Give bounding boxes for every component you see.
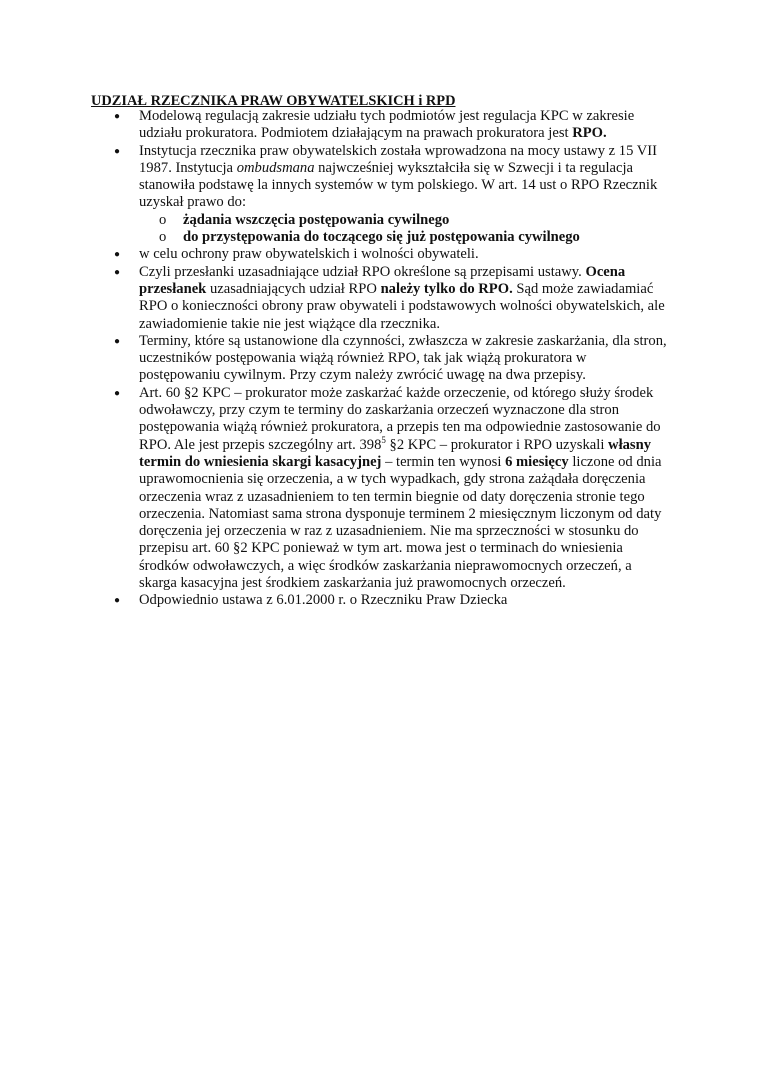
bold-text: Ocena przesłanek bbox=[139, 263, 626, 297]
text: Art. 60 §2 KPC – prokurator może zaskarżać każde orzeczenie, od którego służy środek odwoławczy, przy czym te terminy do zaskarżania orzeczeń wyznaczone dla stron postępowania wiążą również prokuratora, a przepis ten ma odpowiednie zastosowanie do RPO. Ale jest przepis szczególny art. 398 bbox=[139, 384, 661, 453]
list-item bbox=[0, 108, 760, 143]
list-item bbox=[0, 246, 760, 263]
text: Odpowiednio ustawa z 6.01.2000 r. o Rzeczniku Praw Dziecka bbox=[139, 592, 508, 609]
list-item bbox=[0, 143, 760, 247]
list-item bbox=[0, 592, 760, 609]
text: najwcześniej wykształciła się w Szwecji i ta regulacja stanowiła podstawę la innych systemów w tym polskiego. W art. 14 ust o RPO Rzecznik uzyskał prawo do: bbox=[139, 159, 658, 211]
text: w celu ochrony praw obywatelskich i wolności obywateli. bbox=[139, 246, 479, 263]
text: liczone od dnia uprawomocnienia się orzeczenia, a w tych wypadkach, gdy strona zażądała doręczenia orzeczenia wraz z uzasadnieniem to ten termin biegnie od daty doręczenia stronie tego orzeczenia. Natomiast sama strona dysponuje terminem 2 miesięcznym liczonym od daty doręczenia jej orzeczenia w raz z uzasadnieniem. Nie ma sprzeczności w stosunku do przepisu art. 60 §2 KPC ponieważ w tym art. mowa jest o terminach do wniesienia środków odwoławczych, a więc środków zaskarżania nieprawomocnych orzeczeń, a skarga kasacyjna jest środkiem zaskarżania już prawomocnych orzeczeń. bbox=[139, 453, 662, 592]
text: Modelową regulacją zakresie udziału tych podmiotów jest regulacja KPC w zakresie udziału prokuratora. Podmiotem działającym na prawach prokuratora jest bbox=[139, 108, 635, 142]
bold-text: należy tylko do RPO. bbox=[380, 280, 513, 297]
italic-text: ombudsmana bbox=[236, 159, 315, 176]
text: §2 KPC – prokurator i RPO uzyskali bbox=[385, 436, 609, 453]
text: Terminy, które są ustanowione dla czynności, zwłaszcza w zakresie zaskarżania, dla stron, uczestników postępowania wiążą również RPO, tak jak wiążą prokuratora w postępowaniu cywilnym. Przy czym należy zwrócić uwagę na dwa przepisy. bbox=[139, 332, 667, 384]
text: uzasadniających udział RPO bbox=[206, 280, 381, 297]
sub-list bbox=[139, 212, 670, 247]
list-item bbox=[0, 333, 760, 385]
list-item bbox=[0, 385, 760, 593]
text: Instytucja rzecznika praw obywatelskich została wprowadzona na mocy ustawy z 15 VII 1987. Instytucja bbox=[139, 142, 658, 176]
text: – termin ten wynosi bbox=[381, 453, 506, 470]
page-title: UDZIAŁ RZECZNIKA PRAW OBYWATELSKICH i RPD bbox=[91, 93, 456, 109]
list-item bbox=[0, 264, 760, 333]
text: Sąd może zawiadamiać RPO o konieczności obrony praw obywateli i podstawowych wolności obywatelskich, ale zawiadomienie takie nie jest wiążące dla rzecznika. bbox=[139, 280, 665, 332]
superscript: 5 bbox=[381, 434, 386, 445]
bullet-list bbox=[0, 108, 760, 610]
sub-list-item: o żądania wszczęcia postępowania cywilnego bbox=[139, 212, 670, 229]
sub-list-item: o do przystępowania do toczącego się już postępowania cywilnego bbox=[139, 229, 670, 246]
bold-text: własny termin do wniesienia skargi kasacyjnej bbox=[139, 436, 652, 470]
bold-text: 6 miesięcy bbox=[505, 453, 569, 470]
bold-text: RPO. bbox=[572, 125, 607, 142]
text: Czyli przesłanki uzasadniające udział RPO określone są przepisami ustawy. bbox=[139, 263, 586, 280]
